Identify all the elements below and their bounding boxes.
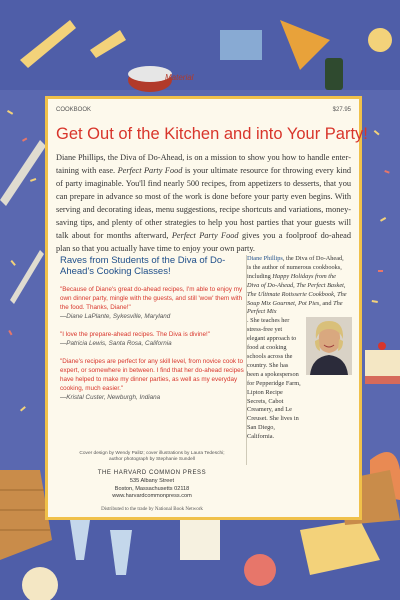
testimonial-attribution: —Kristal Custer, Newburgh, Indiana (60, 394, 161, 401)
testimonial-attribution: —Diane LaPlante, Sykesville, Maryland (60, 313, 171, 320)
bio-continuation: . She teaches her stress-free yet elegant approach to food at cooking schools across the country. She has been a spokesperson for Pepperidge Farm, Lipton Recipe Secrets, Cabot Creamery, and Le Creuset. She lives in San Diego, California. (247, 317, 301, 441)
bio-text: and (320, 299, 334, 307)
publisher-street: 535 Albany Street (129, 478, 175, 484)
testimonial (60, 357, 244, 402)
raves-heading: Raves from Students of the Diva of Do-Ahead's Cooking Classes! (60, 255, 226, 277)
testimonial (60, 330, 244, 348)
headline: Get Out of the Kitchen and into Your Party! (56, 125, 368, 143)
credits-line: Cover design by Wendy Palitz; cover illustrations by Laura Tedeschi; (79, 451, 225, 456)
testimonial (60, 285, 244, 321)
author-bio (247, 255, 355, 442)
testimonial-text: "Because of Diane's great do-ahead recipes, I'm able to enjoy my own dinner party, mingle with the guests, and still 'wow' them with the food. Thanks, Diane!" (60, 286, 243, 311)
bio-book-titles: Happy Holidays from the Diva of Do-Ahead, The Perfect Basket, The Ultimate Rotisserie Cookbook, The Soup Mix Gourmet, Pot Pies, (247, 272, 347, 307)
publisher-block (60, 469, 244, 501)
bio-text: , the Diva of Do-Ahead, is the author of numerous cookbooks, including (247, 255, 344, 280)
intro-segment: Diane Phillips, the Diva of Do-Ahead, is on a mission to show you how to handle entertaining with ease. (56, 153, 351, 175)
testimonial-text: "I love the prepare-ahead recipes. The Diva is divine!" (60, 331, 210, 338)
testimonials-list (60, 285, 244, 411)
author-photo (306, 317, 352, 375)
publisher-city: Boston, Massachusetts 02118 (114, 485, 190, 492)
cover-header (56, 107, 351, 117)
intro-segment: gives you a foolproof do-ahead plan so that you actually have time to enjoy your own party. (56, 231, 351, 253)
intro-paragraph (56, 151, 351, 255)
category-label: COOKBOOK (56, 107, 92, 113)
testimonial-attribution: —Patricia Lewis, Santa Rosa, California (60, 340, 172, 347)
bio-columns (247, 317, 355, 442)
intro-book-title: Perfect Party Food (117, 166, 183, 175)
testimonial-text: "Diane's recipes are perfect for any skill level, from novice cook to expert, or somewhere in between. I find that her do-ahead recipes have helped to make my dinner parties, as well as my everyday cooking, much easier." (60, 358, 244, 392)
distribution-note: Distributed to the trade by National Book Network (101, 507, 203, 512)
intro-book-title: Perfect Party Food (171, 231, 239, 240)
bio-intro (247, 255, 355, 317)
author-name: Diane Phillips (247, 255, 283, 262)
intro-segment: is your ultimate resource for throwing every kind of party imaginable. You'll find nearly 500 recipes, from appetizers to desserts, that you can prepare in advance so most of the work is done before your party even begins. With serving and decorating ideas, menu suggestions, recipe shortcuts and variations, money-saving tips, and plenty of other strategies to help you host parties that your guests will talk about for months afterward, (56, 166, 351, 240)
publisher-website: www.harvardcommonpress.com (112, 493, 192, 499)
price-label: $27.95 (332, 107, 351, 113)
cover-credits (60, 451, 244, 463)
bio-book-title: The Perfect Mix (247, 299, 343, 316)
ribbon-label: Material (165, 73, 194, 82)
back-cover-text-panel (45, 96, 368, 520)
credits-line: author photograph by Stephanie Sundell (109, 457, 195, 462)
publisher-name: THE HARVARD COMMON PRESS (97, 470, 207, 476)
